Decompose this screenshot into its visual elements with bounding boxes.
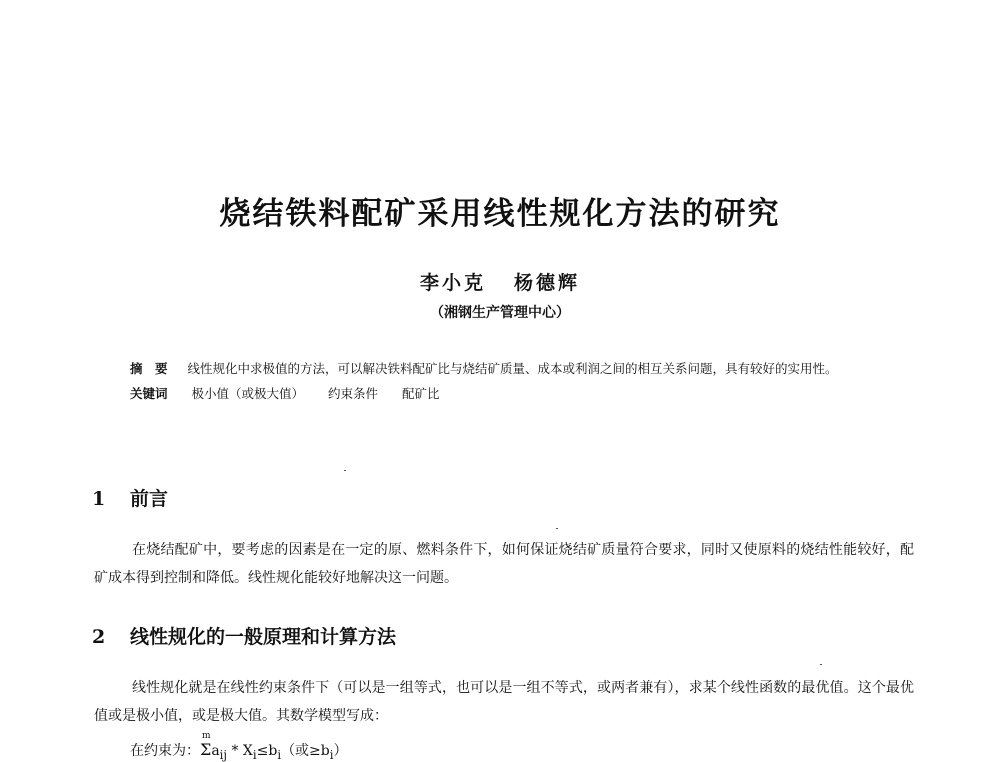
section-number: 2 — [92, 626, 106, 648]
paper-title: 烧结铁料配矿采用线性规化方法的研究 — [219, 196, 781, 232]
keywords — [130, 381, 890, 406]
section-title: 前言 — [130, 488, 169, 510]
keywords-label: 关键词 — [130, 386, 168, 401]
abstract-block — [130, 356, 890, 406]
summation-symbol: m Σ — [200, 731, 212, 759]
keyword: 配矿比 — [402, 386, 440, 401]
section-paragraph: 在烧结配矿中，要考虑的因素是在一定的原、燃料条件下，如何保证烧结矿质量符合要求，同时又使原料的烧结性能较好，配矿成本得到控制和降低。线性规化能较好地解决这一问题。 — [94, 542, 914, 586]
constraint-formula: 在约束为： m $\Sigma a_{ij} * X_i\le b_i$（或$\ge b_i$） — [130, 731, 348, 762]
keyword: 极小值（或极大值） — [191, 386, 305, 401]
section-title: 线性规化的一般原理和计算方法 — [130, 626, 397, 648]
author-name: 杨德辉 — [514, 272, 581, 294]
section-heading — [92, 622, 396, 649]
section-number: 1 — [92, 488, 106, 510]
author-list — [0, 268, 1000, 295]
abstract-label: 摘 要 — [130, 361, 168, 376]
section-heading — [92, 484, 168, 511]
affiliation: （湘钢生产管理中心） — [430, 305, 570, 321]
keyword: 约束条件 — [328, 386, 379, 401]
abstract-text: 线性规化中求极值的方法，可以解决铁料配矿比与烧结矿质量、成本或利润之间的相互关系问题，具有较好的实用性。 — [187, 361, 838, 376]
author-name: 李小克 — [419, 272, 486, 294]
abstract — [130, 356, 890, 381]
section-paragraph: 线性规化就是在线性约束条件下（可以是一组等式，也可以是一组不等式，或两者兼有），求某个线性函数的最优值。这个最优值或是极小值，或是极大值。其数学模型写成： — [94, 680, 914, 724]
